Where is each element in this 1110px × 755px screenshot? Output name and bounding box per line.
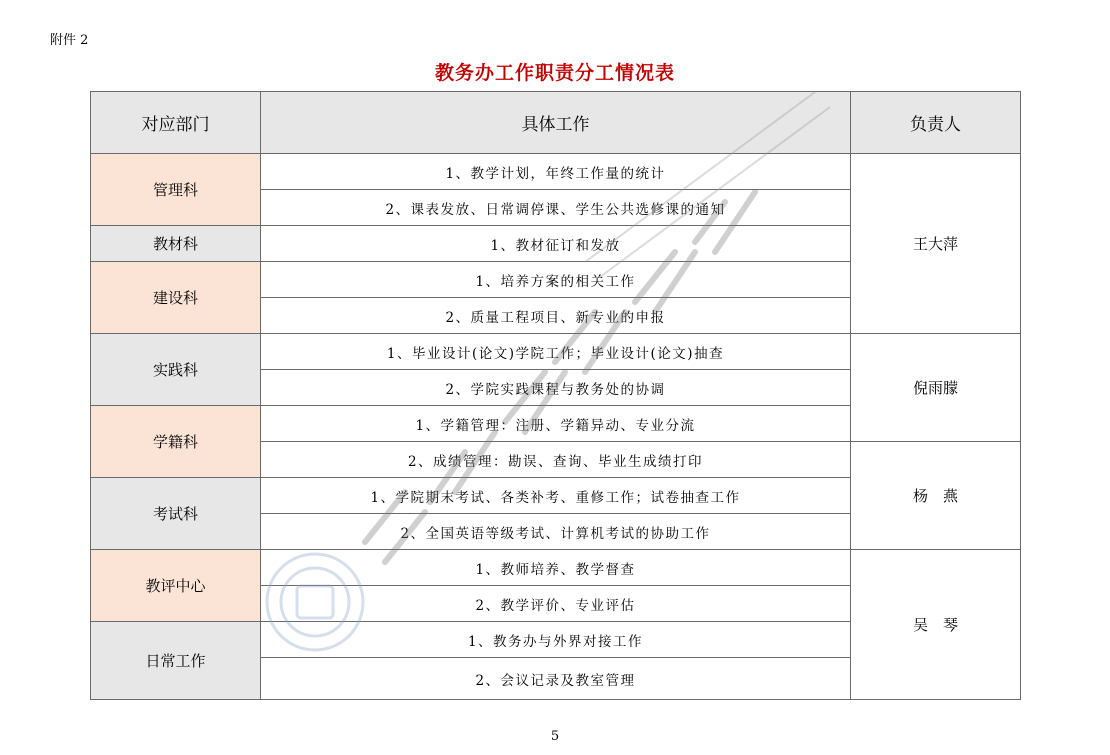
table-row xyxy=(91,550,1021,586)
owner-cell: 杨 燕 xyxy=(851,442,1021,550)
page-title: 教务办工作职责分工情况表 xyxy=(434,62,675,84)
duty-table xyxy=(90,91,1021,700)
task-cell: 2、质量工程项目、新专业的申报 xyxy=(261,298,851,334)
task-cell: 2、学院实践课程与教务处的协调 xyxy=(261,370,851,406)
attachment-label: 附件 2 xyxy=(50,33,89,48)
task-cell: 2、成绩管理：勘误、查询、毕业生成绩打印 xyxy=(261,442,851,478)
task-cell: 1、教师培养、教学督查 xyxy=(261,550,851,586)
task-cell: 1、毕业设计(论文)学院工作；毕业设计(论文)抽查 xyxy=(261,334,851,370)
task-cell: 1、学籍管理：注册、学籍异动、专业分流 xyxy=(261,406,851,442)
task-cell: 2、课表发放、日常调停课、学生公共选修课的通知 xyxy=(261,190,851,226)
task-cell: 1、学院期末考试、各类补考、重修工作；试卷抽查工作 xyxy=(261,478,851,514)
task-cell: 2、会议记录及教室管理 xyxy=(261,658,851,700)
department-cell: 实践科 xyxy=(91,334,261,406)
owner-cell: 王大萍 xyxy=(851,154,1021,334)
owner-cell: 倪雨朦 xyxy=(851,334,1021,442)
task-cell: 1、教材征订和发放 xyxy=(261,226,851,262)
header-work: 具体工作 xyxy=(261,92,851,154)
department-cell: 考试科 xyxy=(91,478,261,550)
task-cell: 1、教务办与外界对接工作 xyxy=(261,622,851,658)
header-owner: 负责人 xyxy=(851,92,1021,154)
task-cell: 1、培养方案的相关工作 xyxy=(261,262,851,298)
page-number: 5 xyxy=(550,729,560,744)
department-cell: 教材科 xyxy=(91,226,261,262)
department-cell: 教评中心 xyxy=(91,550,261,622)
table-header-row xyxy=(91,92,1021,154)
table-row xyxy=(91,334,1021,370)
department-cell: 管理科 xyxy=(91,154,261,226)
department-cell: 学籍科 xyxy=(91,406,261,478)
table-row xyxy=(91,154,1021,190)
task-cell: 2、教学评价、专业评估 xyxy=(261,586,851,622)
department-cell: 日常工作 xyxy=(91,622,261,700)
department-cell: 建设科 xyxy=(91,262,261,334)
header-department: 对应部门 xyxy=(91,92,261,154)
task-cell: 1、教学计划，年终工作量的统计 xyxy=(261,154,851,190)
task-cell: 2、全国英语等级考试、计算机考试的协助工作 xyxy=(261,514,851,550)
owner-cell: 吴 琴 xyxy=(851,550,1021,700)
